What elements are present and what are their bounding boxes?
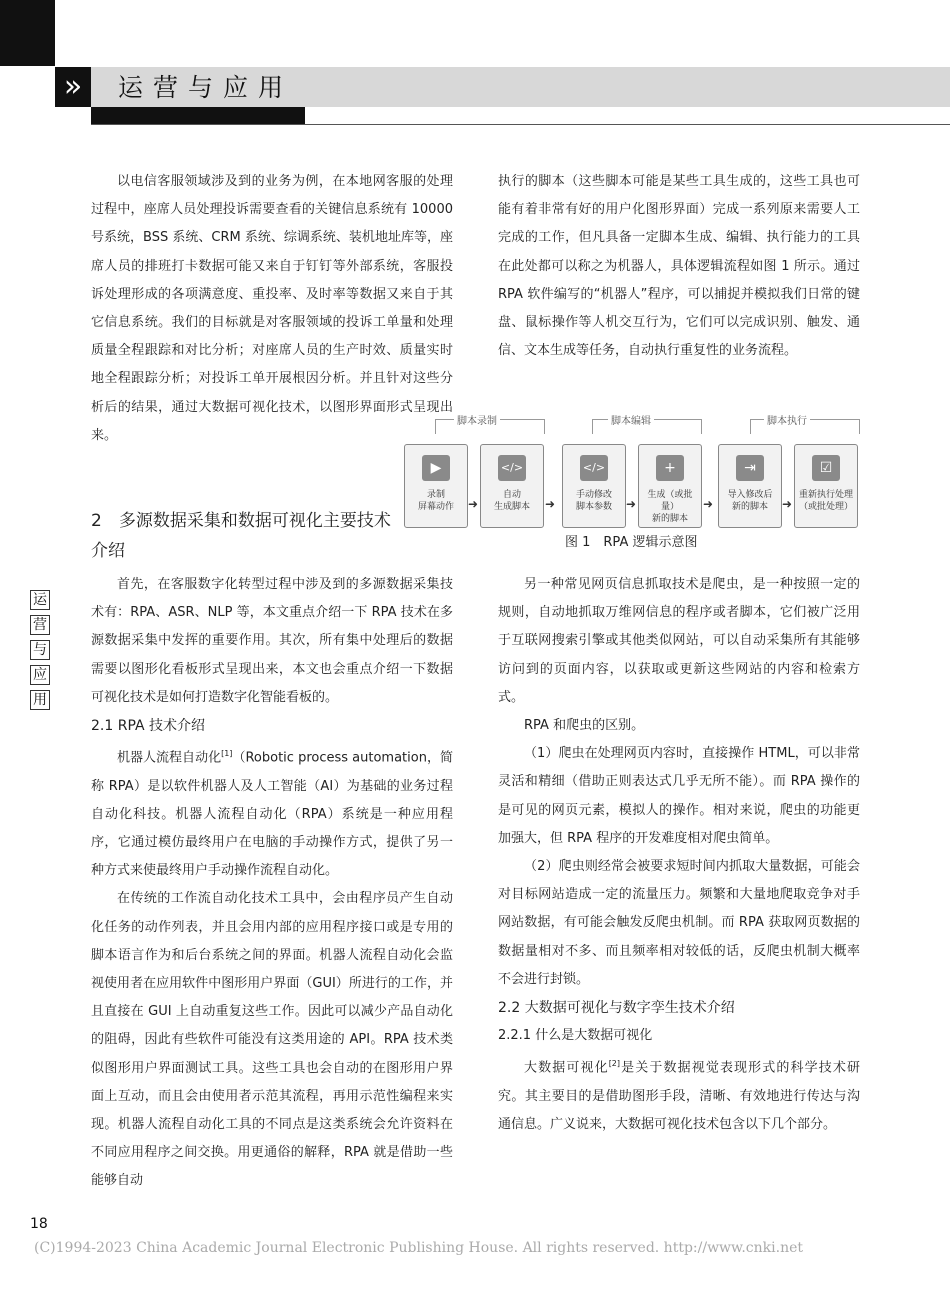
paragraph: （1）爬虫在处理网页内容时，直接操作 HTML，可以非常灵活和精细（借助正则表达式几乎无所不能）。而 RPA 操作的是可见的网页元素，模拟人的操作。相对来说，爬虫的功能更加强大，但 RPA 程序的开发难度相对爬虫简单。 — [498, 746, 860, 846]
page-number: 18 — [30, 1216, 48, 1232]
step-label: 手动修改 — [575, 490, 612, 500]
arrow-right-icon: ➜ — [468, 497, 479, 511]
left-column-top — [91, 168, 453, 450]
header-rule — [91, 124, 950, 125]
group-label: 脚本录制 — [454, 412, 500, 427]
step-label: 导入修改后 — [727, 490, 773, 500]
text-span: 大数据可视化 — [524, 1060, 609, 1076]
step-box — [718, 444, 782, 528]
step-label: 新的脚本 — [731, 502, 768, 512]
paragraph: 以电信客服领域涉及到的业务为例，在本地网客服的处理过程中，座席人员处理投诉需要查看的关键信息系统有 10000 号系统，BSS 系统、CRM 系统、综调系统、装机地址库等，座席人员的排班打卡数据可能又来自于钉钉等外部系统，客服投诉处理形成的各项满意度、重投率、及时率等数据又来自于其它信息系统。我们的目标就是对客服领域的投诉工单量和处理质量全程跟踪和对比分析；对座席人员的生产时效、质量实时地全程跟踪分析；对投诉工单开展根因分析。并且针对这些分析后的结果，通过大数据可视化技术，以图形界面形式呈现出来。 — [91, 174, 453, 443]
subsubsection-heading: 2.2.1 什么是大数据可视化 — [498, 1028, 653, 1044]
code-icon: </> — [498, 455, 526, 481]
step-label: 新的脚本 — [651, 514, 688, 524]
citation: [2] — [608, 1059, 621, 1069]
double-chevron-icon: » — [55, 67, 91, 107]
figure-caption: 图 1 RPA 逻辑示意图 — [565, 535, 698, 550]
step-label: 重新执行处理 — [798, 490, 853, 500]
step-label: 自动 — [502, 490, 521, 500]
paragraph — [91, 740, 453, 885]
side-char: 应 — [30, 665, 50, 685]
copyright-line: (C)1994-2023 China Academic Journal Electronic Publishing House. All rights reserved. http://www.cnki.net — [34, 1240, 804, 1256]
step-label: 屏幕动作 — [417, 502, 454, 512]
subsection-heading: 2.2 大数据可视化与数字孪生技术介绍 — [498, 1000, 735, 1017]
step-box — [404, 444, 468, 528]
corner-block — [0, 0, 55, 66]
step-box — [562, 444, 626, 528]
import-icon: ⇥ — [736, 455, 764, 481]
video-icon: ▶ — [422, 455, 450, 481]
arrow-right-icon: ➜ — [703, 497, 714, 511]
arrow-right-icon: ➜ — [782, 497, 793, 511]
section-title: 运营与应用 — [118, 73, 294, 102]
text-span: （Robotic process automation，简称 RPA）是以软件机器人及人工智能（AI）为基础的业务过程自动化科技。机器人流程自动化（RPA）系统是一种应用程序，它通过模仿最终用户在电脑的手动操作方式，提供了另一种方式来使最终用户手动操作流程自动化。 — [91, 750, 453, 879]
citation: [1] — [221, 749, 233, 759]
step-label: 生成（或批量） — [647, 490, 693, 512]
right-column-bottom — [498, 571, 860, 1139]
side-char: 用 — [30, 690, 50, 710]
step-box — [638, 444, 702, 528]
group-label: 脚本执行 — [764, 412, 810, 427]
rpa-logic-figure — [402, 412, 862, 530]
paragraph: 执行的脚本（这些脚本可能是某些工具生成的，这些工具也可能有着非常有好的用户化图形界面）完成一系列原来需要人工完成的工作，但凡具备一定脚本生成、编辑、执行能力的工具在此处都可以称之为机器人，具体逻辑流程如图 1 所示。通过 RPA 软件编写的“机器人”程序，可以捕捉并模拟我们日常的键盘、鼠标操作等人机交互行为，它们可以完成识别、触发、通信、文本生成等任务，自动执行重复性的业务流程。 — [498, 174, 860, 359]
checklist-icon: ☑ — [812, 455, 840, 481]
paragraph: （2）爬虫则经常会被要求短时间内抓取大量数据，可能会对目标网站造成一定的流量压力。频繁和大量地爬取竞争对手网站数据，有可能会触发反爬虫机制。而 RPA 获取网页数据的数据量相对不多、而且频率相对较低的话，反爬虫机制大概率不会进行封锁。 — [498, 859, 860, 987]
side-char: 营 — [30, 615, 50, 635]
side-char: 运 — [30, 590, 50, 610]
section-heading: 2 多源数据采集和数据可视化主要技术介绍 — [91, 511, 391, 561]
paragraph: RPA 和爬虫的区别。 — [524, 718, 645, 734]
side-char: 与 — [30, 640, 50, 660]
new-file-icon: + — [656, 455, 684, 481]
step-box — [480, 444, 544, 528]
arrow-right-icon: ➜ — [626, 497, 637, 511]
header-underline — [91, 107, 305, 125]
step-label: 生成脚本 — [493, 502, 530, 512]
step-label: 录制 — [426, 490, 445, 500]
step-label: 脚本参数 — [575, 502, 612, 512]
editor-icon: </> — [580, 455, 608, 481]
section-heading-block — [91, 500, 391, 576]
paragraph: 首先，在客服数字化转型过程中涉及到的多源数据采集技术有：RPA、ASR、NLP 等，本文重点介绍一下 RPA 技术在多源数据采集中发挥的重要作用。其次，所有集中处理后的数据需要以图形化看板形式呈现出来，本文也会重点介绍一下数据可视化技术是如何打造数字化智能看板的。 — [91, 577, 453, 705]
right-column-top — [498, 168, 860, 365]
subsection-heading: 2.1 RPA 技术介绍 — [91, 718, 206, 735]
left-column-bottom — [91, 571, 453, 1196]
text-span: 机器人流程自动化 — [117, 750, 222, 766]
step-label: （或批处理） — [798, 502, 853, 512]
paragraph: 在传统的工作流自动化技术工具中，会由程序员产生自动化任务的动作列表，并且会用内部的应用程序接口或是专用的脚本语言作为和后台系统之间的界面。机器人流程自动化会监视使用者在应用软件中图形用户界面（GUI）所进行的工作，并且直接在 GUI 上自动重复这些工作。因此可以减少产品自动化的阻碍，因此有些软件可能没有这类用途的 API。RPA 技术类似图形用户界面测试工具。这些工具也会自动的在图形用户界面上互动，而且会由使用者示范其流程，再用示范性编程来实现。机器人流程自动化工具的不同点是这类系统会允许资料在不同应用程序之间交换。用更通俗的解释，RPA 就是借助一些能够自动 — [91, 891, 453, 1189]
text-span: 是关于数据视觉表现形式的科学技术研究。其主要目的是借助图形手段，清晰、有效地进行传达与沟通信息。广义说来，大数据可视化技术包含以下几个部分。 — [498, 1060, 860, 1132]
paragraph — [498, 1050, 860, 1139]
paragraph: 另一种常见网页信息抓取技术是爬虫，是一种按照一定的规则，自动地抓取万维网信息的程序或者脚本，它们被广泛用于互联网搜索引擎或其他类似网站，可以自动采集所有其能够访问到的页面内容，以获取或更新这些网站的内容和检索方式。 — [498, 577, 860, 705]
step-box — [794, 444, 858, 528]
arrow-right-icon: ➜ — [545, 497, 556, 511]
group-label: 脚本编辑 — [608, 412, 654, 427]
side-section-tab — [30, 590, 50, 715]
